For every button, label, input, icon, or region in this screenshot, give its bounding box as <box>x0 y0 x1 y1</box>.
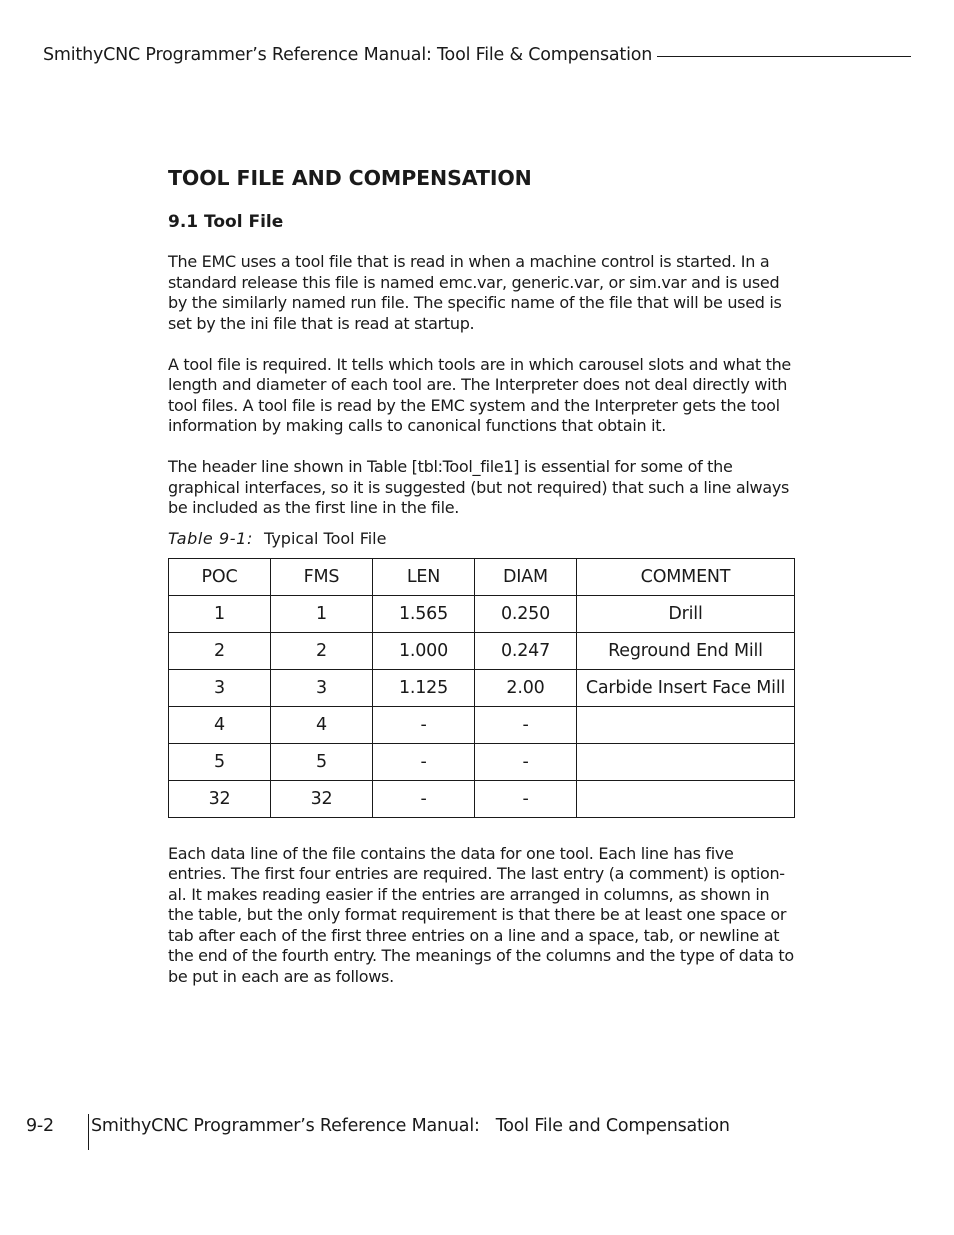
cell-diam: 0.247 <box>475 632 577 669</box>
cell-comment <box>577 743 795 780</box>
paragraph-header-line: The header line shown in Table [tbl:Tool_file1] is essential for some of the graphical interfaces, so it is suggested (but not required) that such a line always be included as the first line in the file. <box>168 457 790 517</box>
cell-len: 1.000 <box>373 632 475 669</box>
table-caption <box>168 529 794 549</box>
cell-fms: 3 <box>271 669 373 706</box>
table-row <box>169 743 795 780</box>
table-caption-text: Typical Tool File <box>264 528 387 548</box>
table-row <box>169 669 795 706</box>
table-row <box>169 780 795 817</box>
running-head-rule <box>657 56 911 57</box>
cell-fms: 1 <box>271 595 373 632</box>
paragraph-data-line-format: Each data line of the file contains the data for one tool. Each line has five entries. The first four entries are required. The last entry (a comment) is option-al. It makes reading easier if the entries are arranged in columns, as shown in the table, but the only format requirement is that there be at least one space or tab after each of the first three entries on a line and a space, tab, or newline at the end of the fourth entry. The meanings of the columns and the type of data to be put in each are as follows. <box>168 843 794 986</box>
cell-fms: 2 <box>271 632 373 669</box>
chapter-title: TOOL FILE AND COMPENSATION <box>168 166 532 190</box>
cell-poc: 32 <box>169 780 271 817</box>
table-row <box>169 706 795 743</box>
paragraph-tool-file-intro: The EMC uses a tool file that is read in when a machine control is started. In a standard release this file is named emc.var, generic.var, or sim.var and is used by the similarly named run file. The specific name of the file that will be used is set by the ini file that is read at startup. <box>168 252 782 333</box>
cell-poc: 3 <box>169 669 271 706</box>
cell-diam: - <box>475 780 577 817</box>
table-header-row <box>169 558 795 595</box>
cell-comment <box>577 780 795 817</box>
page-number: 9-2 <box>26 1116 54 1136</box>
header-cell-poc: POC <box>169 558 271 595</box>
cell-fms: 32 <box>271 780 373 817</box>
cell-comment <box>577 706 795 743</box>
footer-title: SmithyCNC Programmer’s Reference Manual: Tool File and Compensation <box>91 1116 730 1136</box>
cell-len: - <box>373 706 475 743</box>
header-cell-diam: DIAM <box>475 558 577 595</box>
running-head-title: SmithyCNC Programmer’s Reference Manual: Tool File & Compensation <box>43 45 653 65</box>
cell-diam: - <box>475 706 577 743</box>
paragraph-tool-file-required: A tool file is required. It tells which tools are in which carousel slots and what the length and diameter of each tool are. The Interpreter does not deal directly with tool files. A tool file is read by the EMC system and the Interpreter gets the tool information by making calls to canonical functions that obtain it. <box>168 354 791 435</box>
header-cell-len: LEN <box>373 558 475 595</box>
section-title: 9.1 Tool File <box>168 212 284 232</box>
page-footer <box>26 1114 730 1150</box>
table-row <box>169 595 795 632</box>
cell-len: - <box>373 743 475 780</box>
cell-diam: 2.00 <box>475 669 577 706</box>
cell-fms: 5 <box>271 743 373 780</box>
cell-len: 1.125 <box>373 669 475 706</box>
table-caption-label: Table 9-1: <box>168 528 253 548</box>
header-cell-comment: COMMENT <box>577 558 795 595</box>
header-cell-fms: FMS <box>271 558 373 595</box>
cell-poc: 2 <box>169 632 271 669</box>
cell-len: 1.565 <box>373 595 475 632</box>
tool-file-table <box>168 558 795 818</box>
cell-len: - <box>373 780 475 817</box>
page-content <box>168 164 794 987</box>
cell-diam: - <box>475 743 577 780</box>
running-head <box>43 45 911 65</box>
cell-comment: Reground End Mill <box>577 632 795 669</box>
table-row <box>169 632 795 669</box>
cell-comment: Carbide Insert Face Mill <box>577 669 795 706</box>
cell-poc: 1 <box>169 595 271 632</box>
cell-fms: 4 <box>271 706 373 743</box>
cell-poc: 5 <box>169 743 271 780</box>
cell-diam: 0.250 <box>475 595 577 632</box>
cell-comment: Drill <box>577 595 795 632</box>
cell-poc: 4 <box>169 706 271 743</box>
